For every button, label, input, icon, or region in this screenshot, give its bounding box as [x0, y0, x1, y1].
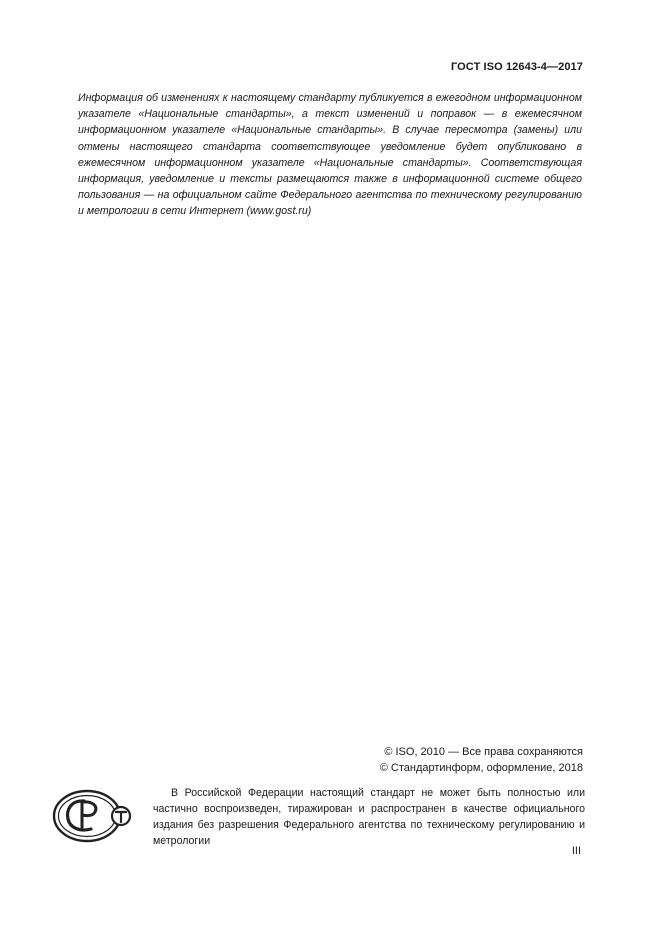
copyright-block: [380, 744, 583, 776]
amendments-info-paragraph: Информация об изменениях к настоящему стандарту публикуется в ежегодном информационном указателе «Национальные стандарты», а текст изменений и поправок — в ежемесячном информационном указателе «Национальные стандарты». В случае пересмотра (замены) или отмены настоящего стандарта соответствующее уведомление будет опубликовано в ежемесячном информационном указателе «Национальные стандарты». Соответствующая информация, уведомление и тексты размещаются также в информационной системе общего пользования — на официальном сайте Федерального агентства по техническому регулированию и метрологии в сети Интернет (www.gost.ru): [78, 92, 582, 218]
iso-copyright-line: © ISO, 2010 — Все права сохраняются: [384, 746, 583, 758]
page-number: III: [571, 845, 581, 857]
reproduction-notice: [153, 785, 585, 849]
standartinform-copyright-line: © Стандартинформ, оформление, 2018: [379, 762, 583, 774]
reproduction-notice-text: В Российской Федерации настоящий стандарт не может быть полностью или частично воспроизведен, тиражирован и распространен в качестве официального издания без разрешения Федерального агентства по техническому регулированию и метрологии: [153, 787, 585, 847]
gost-r-certification-mark-icon: [51, 788, 133, 844]
amendments-info-section: [78, 90, 582, 220]
standard-designation: ГОСТ ISO 12643-4—2017: [450, 61, 583, 73]
